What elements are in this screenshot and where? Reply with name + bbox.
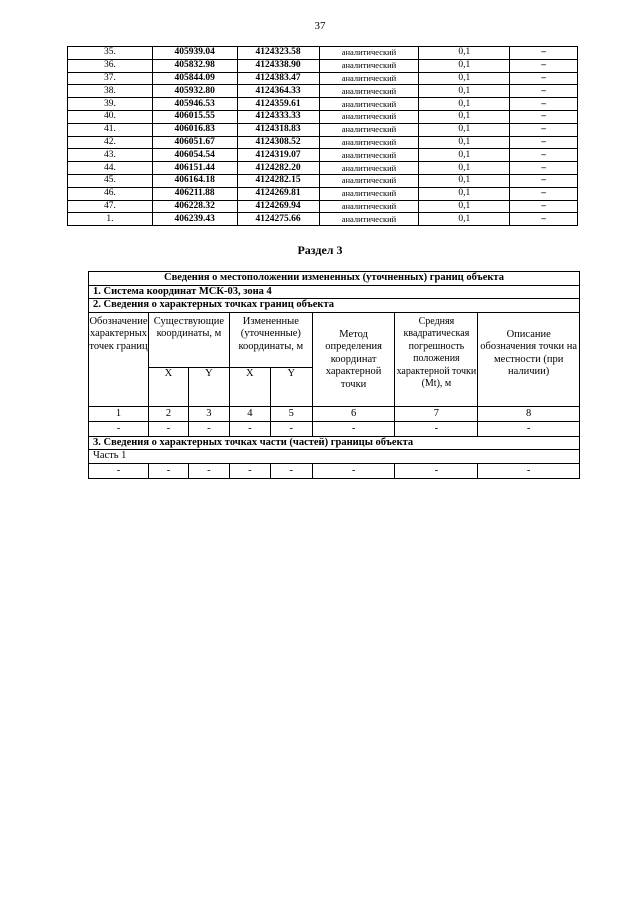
- point-number: 44.: [68, 162, 153, 175]
- point-row: [68, 123, 578, 136]
- point-description: –: [510, 123, 578, 136]
- point-method: аналитический: [319, 47, 419, 60]
- point-y: 4124269.94: [237, 200, 319, 213]
- point-error: 0,1: [419, 200, 510, 213]
- point-x: 405946.53: [152, 98, 237, 111]
- data-cell: -: [229, 421, 270, 436]
- point-description: –: [510, 200, 578, 213]
- page-number: 37: [314, 20, 326, 32]
- part-cell: -: [89, 463, 149, 478]
- point-y: 4124319.07: [237, 149, 319, 162]
- header-existing-coords: Существующие координаты, м: [148, 312, 229, 367]
- point-row: [68, 98, 578, 111]
- point-y: 4124318.83: [237, 123, 319, 136]
- part-cell: -: [148, 463, 188, 478]
- point-description: –: [510, 149, 578, 162]
- point-error: 0,1: [419, 110, 510, 123]
- point-description: –: [510, 59, 578, 72]
- point-x: 406151.44: [152, 162, 237, 175]
- point-method: аналитический: [319, 85, 419, 98]
- point-row: [68, 47, 578, 60]
- table-title: Сведения о местоположении измененных (уточненных) границ объекта: [89, 272, 580, 286]
- char-points-heading: 2. Сведения о характерных точках границ объекта: [89, 299, 580, 313]
- part-cell: -: [270, 463, 312, 478]
- point-number: 46.: [68, 187, 153, 200]
- point-x: 406228.32: [152, 200, 237, 213]
- header-y-existing: Y: [188, 367, 229, 406]
- point-description: –: [510, 174, 578, 187]
- point-error: 0,1: [419, 123, 510, 136]
- point-x: 406239.43: [152, 213, 237, 226]
- point-x: 406051.67: [152, 136, 237, 149]
- section-heading: Раздел 3: [297, 243, 343, 257]
- point-description: –: [510, 187, 578, 200]
- point-method: аналитический: [319, 59, 419, 72]
- point-number: 47.: [68, 200, 153, 213]
- point-method: аналитический: [319, 162, 419, 175]
- column-number: 1: [89, 406, 149, 421]
- point-number: 40.: [68, 110, 153, 123]
- header-x-changed: X: [229, 367, 270, 406]
- data-cell: -: [188, 421, 229, 436]
- part-cell: -: [229, 463, 270, 478]
- point-y: 4124275.66: [237, 213, 319, 226]
- point-error: 0,1: [419, 149, 510, 162]
- column-number: 2: [148, 406, 188, 421]
- point-error: 0,1: [419, 47, 510, 60]
- point-number: 43.: [68, 149, 153, 162]
- header-mean-error: Средняя квадратическая погрешность положения характерной точки (Mt), м: [395, 312, 478, 406]
- column-number: 7: [395, 406, 478, 421]
- point-error: 0,1: [419, 136, 510, 149]
- data-cell: -: [478, 421, 580, 436]
- point-x: 405832.98: [152, 59, 237, 72]
- data-cell: -: [148, 421, 188, 436]
- point-error: 0,1: [419, 59, 510, 72]
- header-changed-coords: Измененные (уточненные) координаты, м: [229, 312, 312, 367]
- point-row: [68, 85, 578, 98]
- point-method: аналитический: [319, 136, 419, 149]
- point-error: 0,1: [419, 85, 510, 98]
- point-row: [68, 174, 578, 187]
- header-method: Метод определения координат характерной точки: [312, 312, 395, 406]
- point-number: 42.: [68, 136, 153, 149]
- point-x: 406164.18: [152, 174, 237, 187]
- point-description: –: [510, 72, 578, 85]
- boundary-info-table: [88, 271, 580, 479]
- point-description: –: [510, 98, 578, 111]
- point-error: 0,1: [419, 187, 510, 200]
- point-x: 406015.55: [152, 110, 237, 123]
- header-description: Описание обозначения точки на местности (при наличии): [478, 312, 580, 406]
- point-x: 405932.80: [152, 85, 237, 98]
- point-row: [68, 59, 578, 72]
- point-method: аналитический: [319, 174, 419, 187]
- point-method: аналитический: [319, 110, 419, 123]
- point-x: 406054.54: [152, 149, 237, 162]
- part-cell: -: [395, 463, 478, 478]
- point-method: аналитический: [319, 123, 419, 136]
- point-error: 0,1: [419, 213, 510, 226]
- point-y: 4124269.81: [237, 187, 319, 200]
- data-cell: -: [270, 421, 312, 436]
- point-method: аналитический: [319, 149, 419, 162]
- point-y: 4124359.61: [237, 98, 319, 111]
- part-label: Часть 1: [89, 450, 580, 464]
- column-number: 8: [478, 406, 580, 421]
- part-cell: -: [478, 463, 580, 478]
- point-description: –: [510, 47, 578, 60]
- column-number: 4: [229, 406, 270, 421]
- part-cell: -: [312, 463, 395, 478]
- header-x-existing: X: [148, 367, 188, 406]
- part-points-heading: 3. Сведения о характерных точках части (частей) границы объекта: [89, 436, 580, 450]
- point-error: 0,1: [419, 174, 510, 187]
- point-description: –: [510, 162, 578, 175]
- point-method: аналитический: [319, 213, 419, 226]
- point-method: аналитический: [319, 200, 419, 213]
- point-description: –: [510, 213, 578, 226]
- column-number: 5: [270, 406, 312, 421]
- data-cell: -: [312, 421, 395, 436]
- point-row: [68, 200, 578, 213]
- point-error: 0,1: [419, 72, 510, 85]
- point-number: 39.: [68, 98, 153, 111]
- point-row: [68, 213, 578, 226]
- point-row: [68, 136, 578, 149]
- point-y: 4124333.33: [237, 110, 319, 123]
- point-number: 37.: [68, 72, 153, 85]
- data-cell: -: [395, 421, 478, 436]
- point-number: 35.: [68, 47, 153, 60]
- point-description: –: [510, 110, 578, 123]
- column-number: 6: [312, 406, 395, 421]
- coord-system: 1. Система координат МСК-03, зона 4: [89, 285, 580, 299]
- header-designation: Обозначение характерных точек границ: [89, 312, 149, 406]
- point-description: –: [510, 85, 578, 98]
- point-x: 405844.09: [152, 72, 237, 85]
- point-number: 38.: [68, 85, 153, 98]
- point-y: 4124364.33: [237, 85, 319, 98]
- point-x: 405939.04: [152, 47, 237, 60]
- point-row: [68, 187, 578, 200]
- point-description: –: [510, 136, 578, 149]
- point-error: 0,1: [419, 162, 510, 175]
- data-cell: -: [89, 421, 149, 436]
- point-x: 406211.88: [152, 187, 237, 200]
- header-y-changed: Y: [270, 367, 312, 406]
- point-y: 4124338.90: [237, 59, 319, 72]
- point-row: [68, 149, 578, 162]
- part-cell: -: [188, 463, 229, 478]
- point-number: 41.: [68, 123, 153, 136]
- column-number: 3: [188, 406, 229, 421]
- point-number: 36.: [68, 59, 153, 72]
- point-y: 4124323.58: [237, 47, 319, 60]
- point-method: аналитический: [319, 72, 419, 85]
- point-error: 0,1: [419, 98, 510, 111]
- point-number: 1.: [68, 213, 153, 226]
- point-method: аналитический: [319, 187, 419, 200]
- points-table: [67, 46, 578, 226]
- point-y: 4124282.15: [237, 174, 319, 187]
- point-y: 4124282.20: [237, 162, 319, 175]
- point-number: 45.: [68, 174, 153, 187]
- point-y: 4124383.47: [237, 72, 319, 85]
- point-x: 406016.83: [152, 123, 237, 136]
- point-row: [68, 72, 578, 85]
- point-row: [68, 110, 578, 123]
- point-method: аналитический: [319, 98, 419, 111]
- point-y: 4124308.52: [237, 136, 319, 149]
- point-row: [68, 162, 578, 175]
